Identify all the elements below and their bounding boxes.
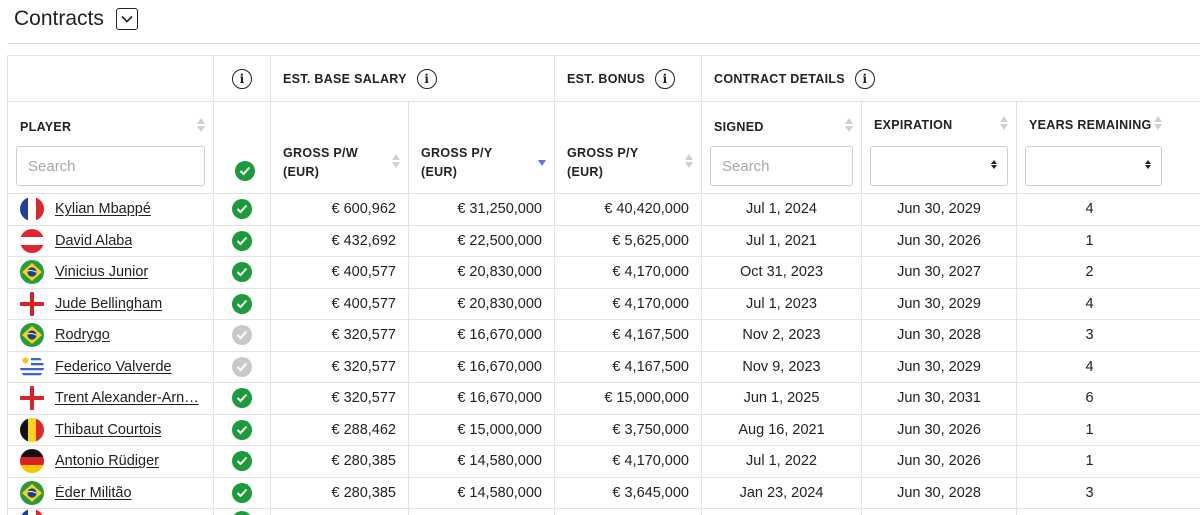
status-cell — [214, 351, 271, 383]
flag-england-icon — [20, 292, 44, 316]
expiration-select[interactable] — [870, 146, 1008, 186]
player-cell — [8, 225, 214, 257]
gross-py-cell — [409, 509, 555, 515]
group-header-status — [214, 56, 271, 102]
years-remaining-cell: 6 — [1017, 383, 1200, 415]
table-row[interactable] — [8, 194, 1200, 226]
signed-cell: Nov 2, 2023 — [702, 320, 862, 352]
player-cell — [8, 194, 214, 226]
table-row[interactable] — [8, 225, 1200, 257]
signed-cell: Aug 16, 2021 — [702, 414, 862, 446]
gross-py-cell: € 16,670,000 — [409, 351, 555, 383]
signed-cell: Jul 1, 2022 — [702, 446, 862, 478]
bonus-py-cell: € 4,167,500 — [555, 351, 702, 383]
player-name-link[interactable]: Kylian Mbappé — [55, 201, 151, 218]
years-remaining-cell: 1 — [1017, 446, 1200, 478]
flag-france-icon — [20, 197, 44, 221]
check-icon — [232, 325, 252, 345]
expiration-cell: Jun 30, 2027 — [862, 257, 1017, 289]
player-name-link[interactable]: Trent Alexander-Arn… — [55, 390, 199, 407]
check-icon — [232, 388, 252, 408]
sort-icon[interactable] — [1153, 116, 1162, 130]
page-header — [14, 6, 138, 32]
check-icon — [232, 420, 252, 440]
expiration-cell: Jun 30, 2031 — [862, 383, 1017, 415]
gross-py-cell: € 31,250,000 — [409, 194, 555, 226]
column-header-bonus-py[interactable]: GROSS P/Y (EUR) — [555, 102, 702, 194]
flag-england-icon — [20, 386, 44, 410]
flag-brazil-icon — [20, 260, 44, 284]
bonus-py-cell: € 3,750,000 — [555, 414, 702, 446]
sort-icon[interactable] — [999, 116, 1008, 130]
player-name-link[interactable]: Éder Militão — [55, 484, 132, 501]
signed-cell: Oct 31, 2023 — [702, 257, 862, 289]
bonus-py-cell: € 4,167,500 — [555, 320, 702, 352]
player-name-link[interactable]: David Alaba — [55, 232, 133, 249]
info-icon[interactable]: i — [655, 69, 675, 89]
bonus-py-cell — [555, 509, 702, 515]
years-remaining-cell — [1017, 509, 1200, 515]
gross-py-cell: € 22,500,000 — [409, 225, 555, 257]
gross-py-cell: € 20,830,000 — [409, 257, 555, 289]
years-remaining-cell: 1 — [1017, 414, 1200, 446]
years-remaining-cell: 4 — [1017, 194, 1200, 226]
player-cell — [8, 477, 214, 509]
header-divider — [8, 43, 1200, 44]
expiration-cell: Jun 30, 2029 — [862, 351, 1017, 383]
check-icon — [232, 294, 252, 314]
bonus-py-cell: € 40,420,000 — [555, 194, 702, 226]
status-cell — [214, 194, 271, 226]
check-icon — [232, 231, 252, 251]
gross-pw-cell: € 280,385 — [271, 446, 409, 478]
group-header-base-salary: EST. BASE SALARY i — [271, 56, 555, 102]
gross-pw-cell: € 288,462 — [271, 414, 409, 446]
sort-icon[interactable] — [684, 154, 693, 168]
gross-pw-cell: € 320,577 — [271, 320, 409, 352]
gross-pw-cell — [271, 509, 409, 515]
check-icon — [232, 451, 252, 471]
table-row[interactable] — [8, 288, 1200, 320]
flag-brazil-icon — [20, 323, 44, 347]
bonus-py-cell: € 3,645,000 — [555, 477, 702, 509]
gross-py-cell: € 15,000,000 — [409, 414, 555, 446]
gross-pw-cell: € 432,692 — [271, 225, 409, 257]
status-cell — [214, 414, 271, 446]
flag-brazil-icon — [20, 481, 44, 505]
column-header-years-remaining[interactable]: YEARS REMAINING — [1017, 102, 1200, 194]
status-cell — [214, 509, 271, 515]
gross-py-cell: € 20,830,000 — [409, 288, 555, 320]
gross-pw-cell: € 600,962 — [271, 194, 409, 226]
signed-search-input[interactable] — [710, 146, 853, 186]
player-cell — [8, 288, 214, 320]
info-icon[interactable]: i — [855, 69, 875, 89]
expiration-cell: Jun 30, 2029 — [862, 288, 1017, 320]
signed-cell: Jul 1, 2021 — [702, 225, 862, 257]
column-header-gross-pw[interactable]: GROSS P/W (EUR) — [271, 102, 409, 194]
gross-py-cell: € 16,670,000 — [409, 320, 555, 352]
check-icon — [232, 199, 252, 219]
signed-cell: Jul 1, 2023 — [702, 288, 862, 320]
gross-py-cell: € 14,580,000 — [409, 477, 555, 509]
years-remaining-cell: 4 — [1017, 351, 1200, 383]
status-cell — [214, 225, 271, 257]
signed-cell — [702, 509, 862, 515]
page-title: Contracts — [14, 7, 104, 30]
years-remaining-select[interactable] — [1025, 146, 1162, 186]
column-header-expiration[interactable]: EXPIRATION — [862, 102, 1017, 194]
check-icon — [232, 262, 252, 282]
player-cell — [8, 383, 214, 415]
signed-cell: Nov 9, 2023 — [702, 351, 862, 383]
gross-pw-cell: € 400,577 — [271, 257, 409, 289]
bonus-py-cell: € 4,170,000 — [555, 288, 702, 320]
status-cell — [214, 446, 271, 478]
status-cell — [214, 288, 271, 320]
expiration-cell: Jun 30, 2028 — [862, 320, 1017, 352]
player-name-link[interactable]: Thibaut Courtois — [55, 421, 162, 438]
check-icon — [232, 483, 252, 503]
gross-pw-cell: € 320,577 — [271, 383, 409, 415]
column-header-signed[interactable]: SIGNED Search — [702, 102, 862, 194]
chevron-down-icon[interactable] — [116, 8, 138, 30]
flag-france-icon — [20, 509, 44, 515]
group-header-bonus: EST. BONUS i — [555, 56, 702, 102]
status-cell — [214, 320, 271, 352]
player-search-input[interactable] — [16, 146, 205, 186]
player-cell — [8, 320, 214, 352]
group-header-contract-details: CONTRACT DETAILS i — [702, 56, 1200, 102]
player-name-link[interactable]: Federico Valverde — [55, 358, 172, 375]
bonus-py-cell: € 4,170,000 — [555, 257, 702, 289]
expiration-cell: Jun 30, 2029 — [862, 194, 1017, 226]
player-name-link[interactable]: Vinicius Junior — [55, 264, 149, 281]
check-icon[interactable] — [235, 161, 255, 181]
expiration-cell: Jun 30, 2026 — [862, 225, 1017, 257]
check-icon — [232, 357, 252, 377]
table-row[interactable] — [8, 446, 1200, 478]
expiration-cell: Jun 30, 2028 — [862, 477, 1017, 509]
gross-pw-cell: € 280,385 — [271, 477, 409, 509]
column-header-gross-py[interactable]: GROSS P/Y (EUR) — [409, 102, 555, 194]
player-name-link[interactable]: Antonio Rüdiger — [55, 453, 159, 470]
years-remaining-cell: 1 — [1017, 225, 1200, 257]
years-remaining-cell: 3 — [1017, 477, 1200, 509]
status-cell — [214, 477, 271, 509]
player-cell — [8, 257, 214, 289]
group-header-player — [8, 56, 214, 102]
player-cell — [8, 509, 214, 515]
sort-icon[interactable] — [196, 118, 205, 132]
player-cell — [8, 351, 214, 383]
player-cell — [8, 446, 214, 478]
gross-pw-cell: € 320,577 — [271, 351, 409, 383]
table-row[interactable] — [8, 414, 1200, 446]
gross-pw-cell: € 400,577 — [271, 288, 409, 320]
expiration-cell — [862, 509, 1017, 515]
player-cell — [8, 414, 214, 446]
table-row[interactable] — [8, 477, 1200, 509]
table-row[interactable] — [8, 383, 1200, 415]
table-row[interactable] — [8, 320, 1200, 352]
table-row[interactable] — [8, 257, 1200, 289]
signed-cell: Jun 1, 2025 — [702, 383, 862, 415]
column-header-status — [214, 102, 271, 194]
status-cell — [214, 383, 271, 415]
info-icon[interactable]: i — [417, 69, 437, 89]
table-body — [8, 194, 1200, 515]
gross-py-cell: € 14,580,000 — [409, 446, 555, 478]
gross-py-cell: € 16,670,000 — [409, 383, 555, 415]
player-name-link[interactable]: Jude Bellingham — [55, 295, 163, 312]
column-header-player[interactable]: PLAYER Search — [8, 102, 214, 194]
contracts-table — [7, 55, 1200, 515]
years-remaining-cell: 2 — [1017, 257, 1200, 289]
sort-icon[interactable] — [844, 118, 853, 132]
years-remaining-cell: 3 — [1017, 320, 1200, 352]
bonus-py-cell: € 4,170,000 — [555, 446, 702, 478]
status-cell — [214, 257, 271, 289]
bonus-py-cell: € 5,625,000 — [555, 225, 702, 257]
flag-germany-icon — [20, 449, 44, 473]
table-row[interactable] — [8, 509, 1200, 515]
select-arrows-icon — [1145, 160, 1151, 169]
expiration-cell: Jun 30, 2026 — [862, 446, 1017, 478]
sort-desc-icon[interactable] — [537, 160, 546, 166]
info-icon[interactable]: i — [232, 69, 252, 89]
select-arrows-icon — [991, 160, 997, 169]
flag-belgium-icon — [20, 418, 44, 442]
signed-cell: Jan 23, 2024 — [702, 477, 862, 509]
signed-cell: Jul 1, 2024 — [702, 194, 862, 226]
sort-icon[interactable] — [391, 154, 400, 168]
table-row[interactable] — [8, 351, 1200, 383]
flag-austria-icon — [20, 229, 44, 253]
player-name-link[interactable]: Rodrygo — [55, 327, 110, 344]
check-icon — [232, 511, 252, 515]
bonus-py-cell: € 15,000,000 — [555, 383, 702, 415]
years-remaining-cell: 4 — [1017, 288, 1200, 320]
flag-uruguay-icon — [20, 355, 44, 379]
expiration-cell: Jun 30, 2026 — [862, 414, 1017, 446]
